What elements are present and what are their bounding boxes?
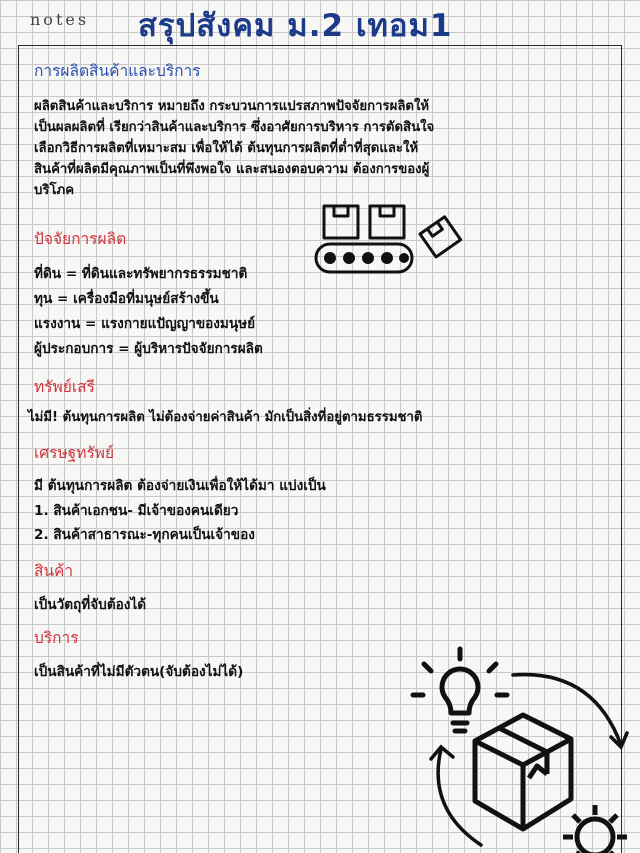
box-icon <box>475 715 571 829</box>
paragraph-line: บริโภค <box>34 183 75 198</box>
paragraph-line: เลือกวิธีการผลิตที่เหมาะสม เพื่อให้ได้ ต้นทุนการผลิตที่ต่ำที่สุดและให้ <box>34 141 419 156</box>
page-header <box>0 0 640 44</box>
notes-label: notes <box>30 10 90 29</box>
paragraph-line: ผลิตสินค้าและบริการ หมายถึง กระบวนการแปรสภาพปัจจัยการผลิตให้ <box>34 99 430 114</box>
free-goods-text: ไม่มี! ต้นทุนการผลิต ไม่ต้องจ่ายค่าสินค้า มักเป็นสิ่งที่อยู่ตามธรรมชาติ <box>28 410 423 425</box>
heading-services: บริการ <box>34 629 79 647</box>
page-title: สรุปสังคม ม.2 เทอม1 <box>138 8 453 44</box>
lightbulb-icon <box>413 649 507 731</box>
goods-text: เป็นวัตถุที่จับต้องได้ <box>34 597 147 613</box>
heading-economic-goods: เศรษฐทรัพย์ <box>34 444 115 462</box>
process-illustration <box>405 645 640 853</box>
economic-goods-item: 2. สินค้าสาธารณะ-ทุกคนเป็นเจ้าของ <box>34 527 255 543</box>
factor-item: ผู้ประกอบการ = ผู้บริหารปัจจัยการผลิต <box>34 341 263 357</box>
factor-item: ทุน = เครื่องมือที่มนุษย์สร้างขึ้น <box>34 291 219 307</box>
factor-item: แรงงาน = แรงกายแปัญญาของมนุษย์ <box>34 316 256 332</box>
heading-production: การผลิตสินค้าและบริการ <box>34 62 201 80</box>
economic-goods-item: 1. สินค้าเอกชน- มีเจ้าของคนเดียว <box>34 503 239 519</box>
heading-factors: ปัจจัยการผลิต <box>34 230 127 248</box>
paragraph-line: เป็นผลผลิตที่ เรียกว่าสินค้าและบริการ ซึ่งอาศัยการบริหาร การตัดสินใจ <box>34 120 435 135</box>
economic-goods-intro: มี ต้นทุนการผลิต ต้องจ่ายเงินเพื่อให้ได้มา แบ่งเป็น <box>34 478 326 494</box>
conveyor-belt-icon <box>312 198 477 290</box>
production-paragraph <box>34 96 500 201</box>
gear-icon <box>563 805 627 853</box>
heading-free-goods: ทรัพย์เสรี <box>34 378 95 396</box>
paragraph-line: สินค้าที่ผลิตมีคุณภาพเป็นที่พึงพอใจ และสนองตอบความ ต้องการของผู้ <box>34 162 430 177</box>
services-text: เป็นสินค้าที่ไม่มีตัวตน(จับต้องไม่ได้) <box>34 664 244 680</box>
heading-goods: สินค้า <box>34 562 74 580</box>
factor-item: ที่ดิน = ที่ดินและทรัพยากรธรรมชาติ <box>34 266 248 282</box>
